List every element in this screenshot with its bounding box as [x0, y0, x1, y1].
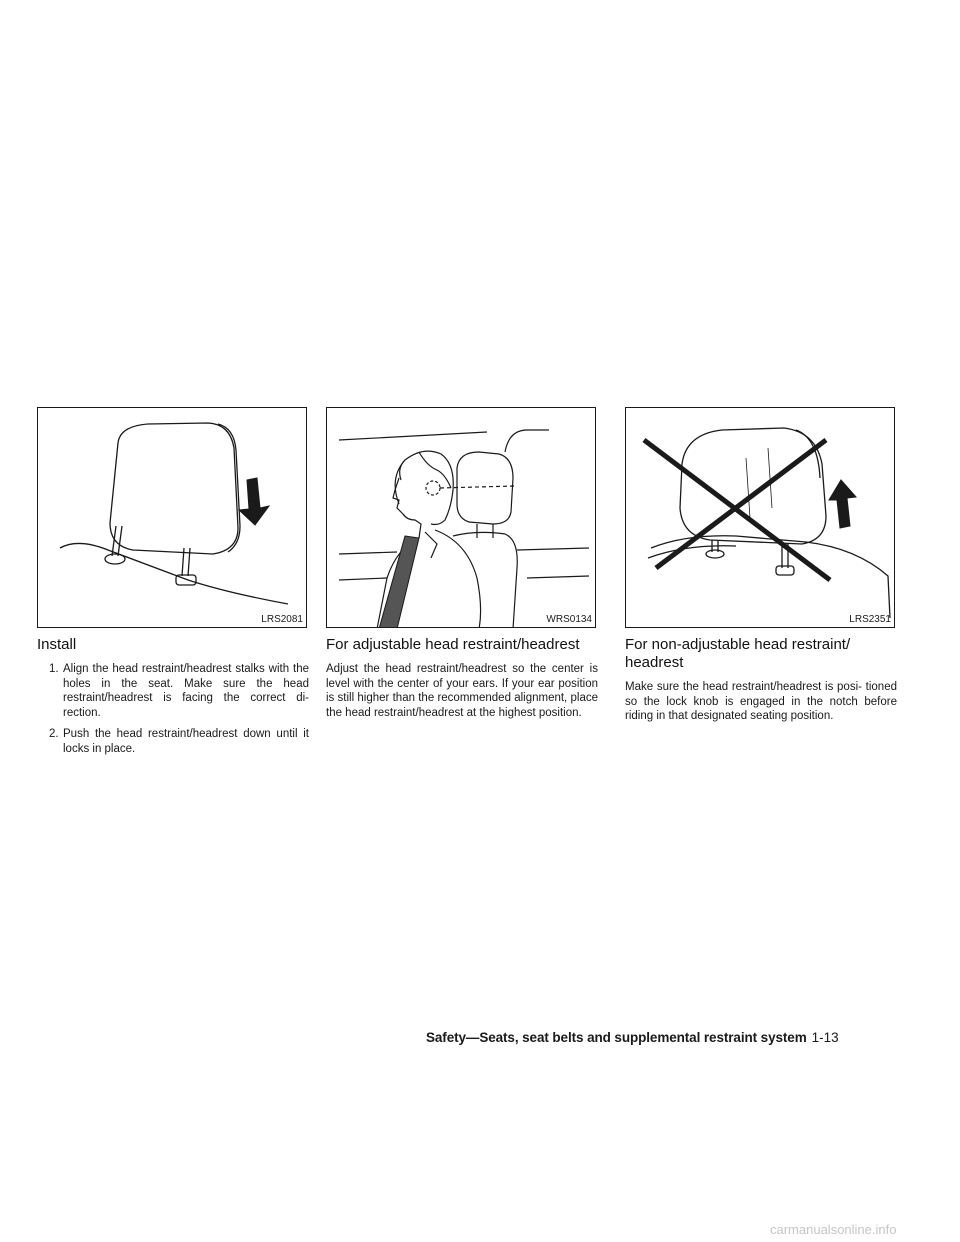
step-number: 2. — [49, 728, 59, 740]
section-body: Make sure the head restraint/headrest is posi- tioned so the lock knob is engaged in the notch before riding in that designated seating position. — [625, 681, 897, 722]
section-adjustable — [326, 636, 598, 720]
section-heading: For adjustable head restraint/headrest — [326, 636, 580, 653]
step-text: Align the head restraint/headrest stalks with the holes in the seat. Make sure the head restraint/headrest is facing the correct di- rection. — [63, 663, 309, 719]
section-heading: Install — [37, 636, 77, 653]
section-body: Adjust the head restraint/headrest so the center is level with the center of your ears. If your ear position is still higher than the recommended alignment, place the head restraint/headrest at the highest position. — [326, 663, 598, 719]
list-item — [37, 727, 309, 756]
watermark: carmanualsonline.info — [770, 1222, 897, 1237]
figure-non-adjustable — [625, 407, 895, 628]
step-text: Push the head restraint/headrest down until it locks in place. — [63, 728, 309, 755]
figure-code: LRS2081 — [261, 614, 303, 625]
occupant-headrest-alignment-icon — [327, 408, 596, 628]
page-number: 1-13 — [811, 1030, 839, 1045]
figure-install — [37, 407, 307, 628]
figure-code: LRS2351 — [849, 614, 891, 625]
page-footer — [426, 1030, 896, 1045]
chapter-title: Safety—Seats, seat belts and supplemental restraint system — [426, 1030, 807, 1045]
install-steps — [37, 662, 309, 756]
section-heading: For non-adjustable head restraint/ headrest — [625, 636, 851, 671]
step-number: 1. — [49, 663, 59, 675]
figure-adjustable — [326, 407, 596, 628]
section-install — [37, 636, 309, 763]
headrest-removal-crossed-icon — [626, 408, 895, 628]
headrest-install-down-arrow-icon — [38, 408, 307, 628]
figure-code: WRS0134 — [546, 614, 592, 625]
list-item — [37, 662, 309, 720]
section-non-adjustable — [625, 636, 897, 724]
